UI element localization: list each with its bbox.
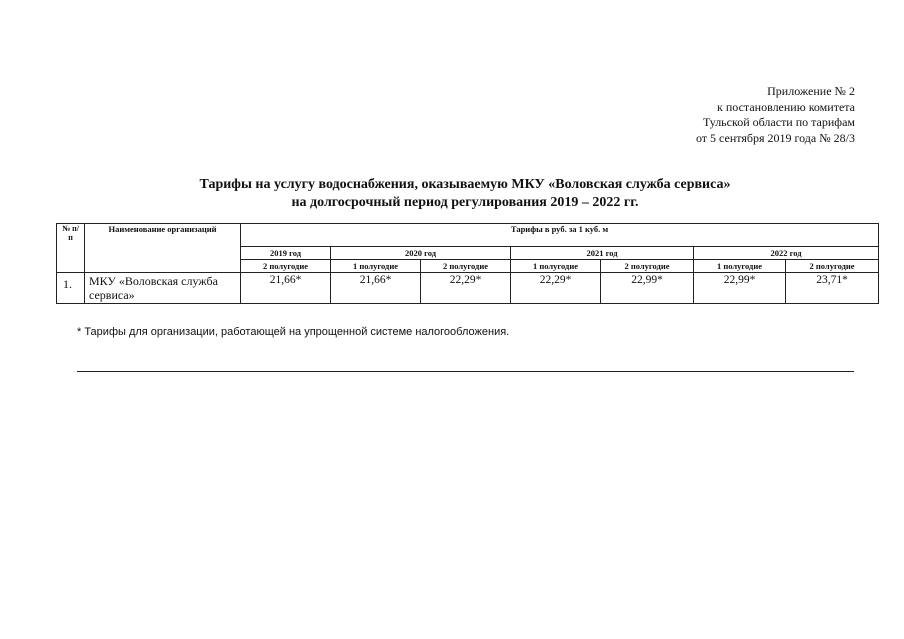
tariff-value: 22,29* [511,273,601,304]
header-half-year: 2 полугодие [601,260,694,273]
tariff-value: 23,71* [786,273,879,304]
header-number: № п/п [57,224,85,273]
appendix-line: Тульской области по тарифам [702,115,855,129]
header-half-year: 1 полугодие [694,260,786,273]
header-half-year: 1 полугодие [511,260,601,273]
header-tariffs: Тарифы в руб. за 1 куб. м [241,224,879,247]
header-organization: Наименование организаций [85,224,241,273]
title-line: Тарифы на услугу водоснабжения, оказываемую МКУ «Воловская служба сервиса» [199,177,731,192]
header-year: 2020 год [331,247,511,260]
divider-line [77,371,854,372]
tariff-value: 22,99* [601,273,694,304]
header-half-year: 2 полугодие [421,260,511,273]
table-row [57,273,879,304]
tariff-value: 22,99* [694,273,786,304]
header-half-year: 2 полугодие [241,260,331,273]
appendix-block [696,84,855,146]
footnote: * Тарифы для организации, работающей на упрощенной системе налогообложения. [77,326,510,338]
appendix-line: от 5 сентября 2019 года № 28/3 [695,130,855,145]
document-title [0,176,904,212]
header-year: 2019 год [241,247,331,260]
header-half-year: 2 полугодие [786,260,879,273]
tariff-table [56,223,879,304]
header-half-year: 1 полугодие [331,260,421,273]
title-line: на долгосрочный период регулирования 2019 – 2022 гг. [291,195,639,210]
row-number: 1. [57,273,85,304]
appendix-line: к постановлению комитета [717,99,855,114]
tariff-value: 22,29* [421,273,511,304]
appendix-line: Приложение № 2 [767,84,855,98]
tariff-value: 21,66* [241,273,331,304]
header-year: 2021 год [511,247,694,260]
header-year: 2022 год [694,247,879,260]
row-organization: МКУ «Воловская служба сервиса» [85,273,241,304]
tariff-value: 21,66* [331,273,421,304]
